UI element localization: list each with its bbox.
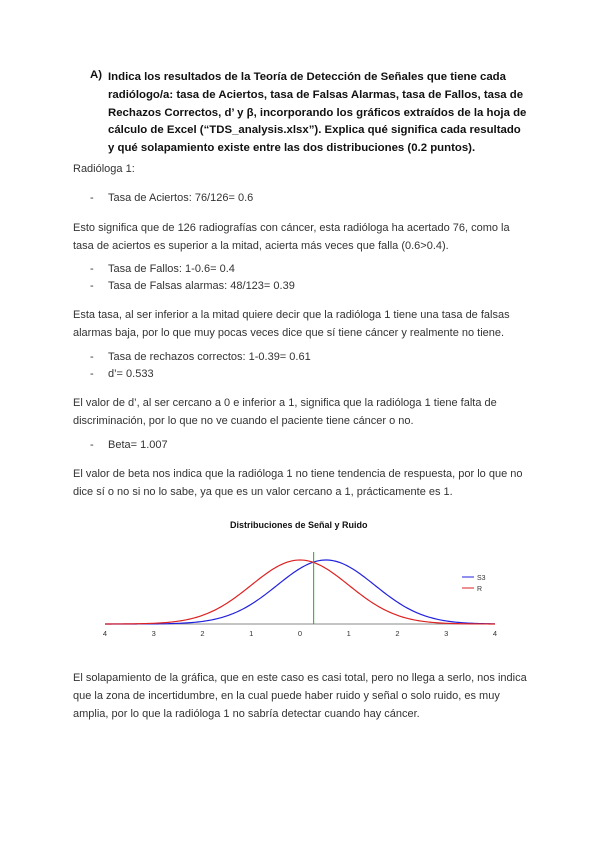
hits-explanation: Esto significa que de 126 radiografías con cáncer, esta radióloga ha acertado 76, como la tasa de aciertos es superior a la mitad, acierta más veces que falla (0.6>0.4).	[73, 222, 510, 252]
list-item-misses: - Tasa de Fallos: 1-0.6= 0.4	[90, 263, 235, 275]
dprime-text: d’= 0.533	[108, 368, 154, 380]
beta-text: Beta= 1.007	[108, 439, 168, 451]
x-tick-label: 3	[444, 629, 449, 638]
legend-label-r: R	[477, 586, 483, 593]
x-tick-label: 1	[249, 629, 254, 638]
beta-explanation: El valor de beta nos indica que la radióloga 1 no tiene tendencia de respuesta, por lo que no dice sí o no si no lo sabe, ya que es un valor cercano a 1, prácticamente es 1.	[73, 468, 523, 498]
correct-rejections-text: Tasa de rechazos correctos: 1-0.39= 0.61	[108, 351, 311, 363]
misses-text: Tasa de Fallos: 1-0.6= 0.4	[108, 263, 235, 275]
question-text: Indica los resultados de la Teoría de Detección de Señales que tiene cada radiólogo/a: tasa de Aciertos, tasa de Falsas Alarmas, tasa de Fallos, tasa de Rechazos Correctos, d’ y β, incorporando los gráficos extraídos de la hoja de cálculo de Excel (“TDS_analysis.xlsx”). Explica qué significa cada resultado y qué solapamiento existe entre las dos distribuciones (0.2 puntos).	[108, 71, 527, 155]
overlap-explanation: El solapamiento de la gráfica, que en este caso es casi total, pero no llega a serlo, nos indica que la zona de incertidumbre, en la cual puede haber ruido y señal o solo ruido, es muy amplia, por lo que la radióloga 1 no sabría detectar cuando hay cáncer.	[73, 672, 527, 720]
chart-title: Distribuciones de Señal y Ruido	[230, 520, 368, 530]
hits-text: Tasa de Aciertos: 76/126= 0.6	[108, 192, 254, 204]
list-item-beta: - Beta= 1.007	[90, 439, 168, 451]
x-tick-label: 4	[102, 629, 108, 638]
radiologist-title: Radióloga 1:	[73, 163, 135, 175]
x-tick-label: 1	[346, 629, 351, 638]
x-tick-label: 3	[151, 629, 156, 638]
x-tick-label: 2	[200, 629, 205, 638]
question-label: A)	[90, 69, 103, 81]
legend-label-s3: S3	[477, 575, 486, 582]
false-alarms-text: Tasa de Falsas alarmas: 48/123= 0.39	[108, 280, 295, 292]
series-line-r	[105, 560, 495, 624]
distribution-chart	[90, 540, 510, 645]
x-tick-label: 2	[395, 629, 400, 638]
fa-explanation: Esta tasa, al ser inferior a la mitad quiere decir que la radióloga 1 tiene una tasa de falsas alarmas baja, por lo que muy pocas veces dice que sí tiene cáncer y realmente no tiene.	[73, 309, 510, 339]
x-tick-label: 4	[492, 629, 498, 638]
x-tick-label: 0	[297, 629, 303, 638]
list-item-hits: - Tasa de Aciertos: 76/126= 0.6	[90, 192, 254, 204]
dprime-explanation: El valor de d’, al ser cercano a 0 e inferior a 1, significa que la radióloga 1 tiene falta de discriminación, por lo que no ve cuando el paciente tiene cáncer o no.	[73, 397, 497, 427]
series-line-s3	[105, 560, 495, 624]
list-item-false-alarms: - Tasa de Falsas alarmas: 48/123= 0.39	[90, 280, 295, 292]
list-item-dprime: - d’= 0.533	[90, 368, 154, 380]
list-item-correct-rejections: - Tasa de rechazos correctos: 1-0.39= 0.61	[90, 351, 311, 363]
